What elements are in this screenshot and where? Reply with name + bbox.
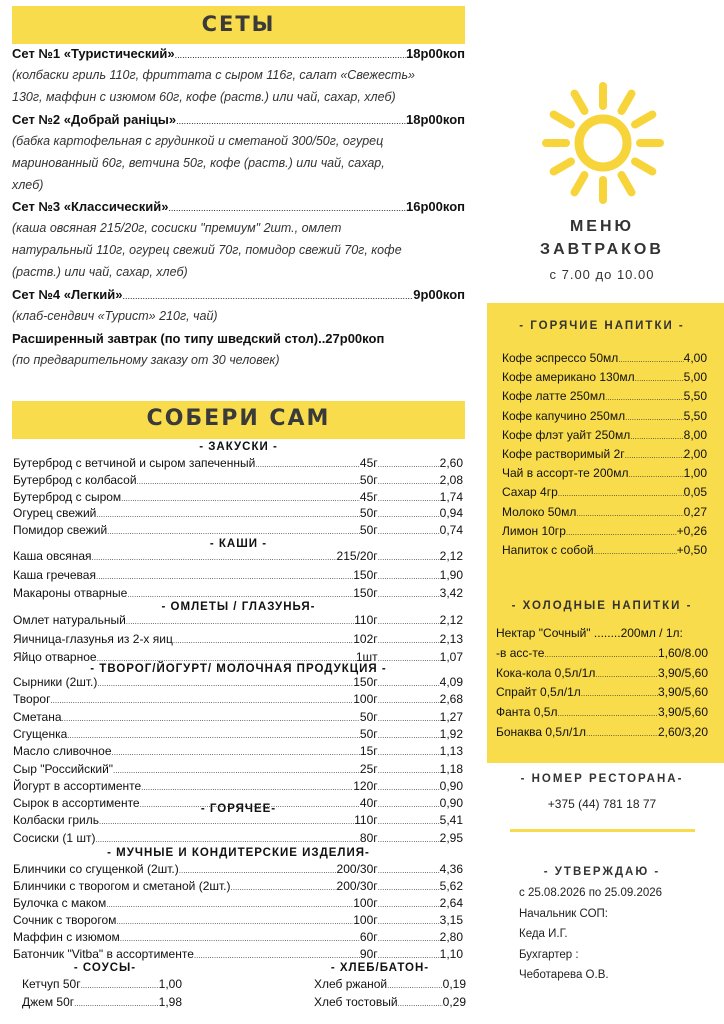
dots bbox=[62, 710, 360, 724]
dots bbox=[121, 490, 360, 504]
dots bbox=[378, 862, 440, 876]
dots bbox=[625, 447, 684, 461]
menu-hours: с 7.00 до 10.00 bbox=[549, 267, 655, 282]
drink-name: Молоко 50мл bbox=[502, 504, 577, 519]
item-price: 2,12 bbox=[439, 549, 463, 563]
dots bbox=[378, 813, 440, 827]
drink-name: Фанта 0,5л bbox=[496, 705, 558, 720]
item-name: Джем 50г bbox=[22, 995, 75, 1009]
category-title: - КАШИ - bbox=[209, 538, 268, 550]
dots bbox=[176, 112, 406, 127]
item-name: Яйцо отварное bbox=[13, 650, 97, 664]
item-name: Макароны отварные bbox=[13, 586, 128, 600]
dots bbox=[378, 727, 440, 741]
item-name: Сосиски (1 шт) bbox=[13, 830, 96, 845]
drink-price: +0,26 bbox=[676, 523, 707, 538]
dots bbox=[255, 456, 360, 470]
sun-ray bbox=[635, 162, 652, 172]
menu-item-row bbox=[13, 568, 463, 585]
hot-drink-row bbox=[502, 389, 707, 406]
menu-item-row bbox=[13, 879, 463, 896]
item-name: Сырок в ассортименте bbox=[13, 796, 140, 811]
dots bbox=[378, 473, 440, 487]
item-price: 0,74 bbox=[439, 523, 463, 538]
item-name: Хлеб тостовый bbox=[314, 995, 398, 1009]
set-price: 18р00коп bbox=[406, 46, 465, 61]
item-name: Каша овсяная bbox=[13, 549, 92, 563]
item-price: 2,95 bbox=[439, 830, 463, 845]
dots bbox=[96, 506, 360, 520]
menu-item-row bbox=[13, 762, 463, 779]
menu-item-row bbox=[13, 675, 463, 692]
item-price: 1,18 bbox=[439, 761, 463, 776]
bread-row bbox=[314, 977, 466, 994]
dots bbox=[378, 650, 440, 664]
set-desc: 130г, маффин с изюмом 60г, кофе (раств.) или чай, сахар, хлеб) bbox=[12, 90, 396, 104]
set-row bbox=[12, 287, 465, 302]
item-weight: 110г bbox=[354, 813, 378, 827]
item-weight: 40г bbox=[359, 796, 378, 811]
dots bbox=[194, 947, 360, 961]
hot-drink-row bbox=[502, 409, 707, 426]
item-name: Сырники (2шт.) bbox=[13, 675, 98, 689]
dots bbox=[378, 613, 440, 627]
dots bbox=[628, 466, 683, 480]
item-weight: 215/20г bbox=[336, 549, 378, 563]
item-price: 0,29 bbox=[442, 995, 466, 1009]
menu-title-line2: ЗАВТРАКОВ bbox=[540, 241, 664, 258]
menu-item-row bbox=[13, 862, 463, 879]
set-name: Сет №1 «Туристический» bbox=[12, 46, 175, 61]
item-weight: 50г bbox=[359, 523, 378, 538]
dots bbox=[378, 710, 440, 724]
approve-line: Бухгартер : bbox=[519, 948, 579, 961]
dots bbox=[99, 813, 354, 827]
drink-price: 2,60/3,20 bbox=[657, 725, 708, 739]
item-weight: 90г bbox=[359, 947, 378, 961]
custom-title: СОБЕРИ САМ bbox=[146, 406, 331, 431]
item-name: Каша гречевая bbox=[13, 567, 96, 582]
item-price: 4,09 bbox=[439, 675, 463, 689]
dots bbox=[595, 666, 658, 680]
set-row bbox=[12, 199, 465, 214]
drink-name: Кока-кола 0,5л/1л bbox=[496, 665, 596, 680]
item-price: 1,98 bbox=[158, 995, 182, 1009]
item-name: Сметана bbox=[13, 709, 62, 724]
dots bbox=[566, 524, 677, 538]
set-price: 9р00коп bbox=[413, 287, 465, 302]
drink-price: 3,90/5,60 bbox=[657, 665, 708, 680]
hot-drink-row bbox=[502, 505, 707, 522]
dots bbox=[96, 568, 353, 582]
item-weight: 150г bbox=[353, 586, 378, 600]
item-price: 0,94 bbox=[439, 506, 463, 521]
dots bbox=[97, 675, 353, 689]
item-name: Йогурт в ассортименте bbox=[13, 778, 142, 793]
dots bbox=[378, 947, 440, 961]
item-weight: 45г bbox=[359, 456, 378, 470]
sun-ray bbox=[575, 94, 585, 111]
item-name: Сыр "Российский" bbox=[13, 761, 114, 776]
dots bbox=[378, 490, 440, 504]
item-price: 0,19 bbox=[442, 977, 466, 991]
dots bbox=[378, 879, 440, 893]
drink-name: Сахар 4гр bbox=[502, 485, 558, 500]
dots bbox=[137, 473, 360, 487]
item-name: Сгущенка bbox=[13, 726, 68, 741]
drink-price: 0,27 bbox=[683, 504, 707, 519]
dots bbox=[97, 650, 356, 664]
menu-item-row bbox=[13, 490, 463, 507]
dots bbox=[378, 456, 440, 470]
dots bbox=[594, 543, 677, 557]
item-price: 2,12 bbox=[439, 613, 463, 627]
item-price: 1,74 bbox=[439, 489, 463, 504]
dots bbox=[127, 586, 353, 600]
dots bbox=[378, 896, 440, 910]
item-weight: 25г bbox=[359, 761, 378, 776]
dots bbox=[544, 646, 658, 660]
item-weight: 102г bbox=[353, 631, 378, 646]
item-weight: 60г bbox=[359, 930, 378, 944]
drink-price: 3,90/5,60 bbox=[657, 705, 708, 720]
dots bbox=[50, 692, 353, 706]
dots bbox=[378, 692, 440, 706]
set-row bbox=[12, 46, 465, 61]
item-name: Яичница-глазунья из 2-х яиц bbox=[13, 631, 173, 646]
extended-breakfast-desc: (по предварительному заказу от 30 человек) bbox=[12, 353, 280, 367]
cold-drinks-title: - ХОЛОДНЫЕ НАПИТКИ - bbox=[511, 600, 693, 612]
item-weight: 80г bbox=[359, 830, 378, 845]
category-title: - МУЧНЫЕ И КОНДИТЕРСКИЕ ИЗДЕЛИЯ- bbox=[107, 847, 370, 859]
cold-drink-row bbox=[496, 666, 708, 683]
hot-drink-row bbox=[502, 466, 707, 483]
hot-drink-row bbox=[502, 370, 707, 387]
dots bbox=[378, 523, 440, 537]
dots bbox=[112, 744, 360, 758]
set-desc: (каша овсяная 215/20г, сосиски "премиум" 2шт., омлет bbox=[12, 221, 342, 235]
drink-name: Бонаква 0,5л/1л bbox=[496, 725, 587, 739]
dots bbox=[175, 46, 406, 61]
approve-line: Чеботарева О.В. bbox=[519, 969, 609, 981]
hot-drinks-title: - ГОРЯЧИЕ НАПИТКИ - bbox=[519, 320, 685, 332]
cold-drink-row bbox=[496, 646, 708, 663]
dots bbox=[378, 930, 440, 944]
dots bbox=[625, 409, 684, 423]
set-price: 16р00коп bbox=[406, 199, 465, 214]
dots bbox=[74, 995, 159, 1009]
item-weight: 15г bbox=[359, 744, 378, 759]
item-name: Маффин с изюмом bbox=[13, 930, 120, 944]
item-price: 2,60 bbox=[439, 456, 463, 470]
drink-name: -в асс-те bbox=[496, 645, 545, 660]
dots bbox=[120, 930, 360, 944]
sets-title: СЕТЫ bbox=[201, 12, 276, 36]
drink-name: Нектар "Сочный" ........200мл / 1л: bbox=[496, 626, 683, 640]
dots bbox=[398, 995, 443, 1009]
item-price: 2,08 bbox=[439, 472, 463, 487]
restaurant-phone: +375 (44) 781 18 77 bbox=[547, 797, 657, 811]
hot-drink-row bbox=[502, 524, 707, 541]
drink-name: Напиток с собой bbox=[502, 543, 594, 557]
drink-name: Кофе латте 250мл bbox=[502, 389, 606, 404]
menu-item-row bbox=[13, 456, 463, 473]
approve-line: с 25.08.2026 по 25.09.2026 bbox=[519, 887, 663, 899]
cold-drink-row bbox=[496, 685, 708, 702]
dots bbox=[168, 199, 406, 214]
bread-title: - ХЛЕБ/БАТОН- bbox=[330, 962, 430, 974]
sun-ray bbox=[622, 175, 632, 192]
item-weight: 45г bbox=[359, 489, 378, 504]
drink-name: Кофе капучино 250мл bbox=[502, 408, 626, 423]
hot-drink-row bbox=[502, 428, 707, 445]
dots bbox=[116, 913, 353, 927]
dots bbox=[378, 831, 440, 845]
dots bbox=[558, 485, 684, 499]
item-price: 1,27 bbox=[439, 709, 463, 724]
bread-row bbox=[314, 995, 466, 1012]
dots bbox=[630, 428, 683, 442]
set-name: Сет №3 «Классический» bbox=[12, 199, 169, 214]
dots bbox=[635, 370, 684, 384]
item-price: 2,13 bbox=[439, 631, 463, 646]
set-desc: (раств.) или чай, сахар, хлеб) bbox=[12, 265, 188, 279]
dots bbox=[378, 913, 440, 927]
set-desc: маринованный 60г, ветчина 50г, кофе (раств.) или чай, сахар, bbox=[12, 156, 385, 170]
menu-item-row bbox=[13, 831, 463, 848]
item-weight: 50г bbox=[359, 506, 378, 521]
menu-item-row bbox=[13, 896, 463, 913]
menu-item-row bbox=[13, 779, 463, 796]
dots bbox=[106, 896, 353, 910]
drink-price: 2,00 bbox=[683, 447, 707, 461]
item-name: Бутерброд с колбасой bbox=[13, 472, 137, 487]
dots bbox=[378, 632, 440, 646]
dots bbox=[586, 725, 658, 739]
item-weight: 110г bbox=[354, 613, 378, 627]
item-name: Огурец свежий bbox=[13, 506, 97, 521]
menu-item-row bbox=[13, 813, 463, 830]
item-price: 1,92 bbox=[439, 726, 463, 741]
dots bbox=[126, 613, 354, 627]
sauces-title: - СОУСЫ- bbox=[73, 962, 137, 974]
item-price: 3,15 bbox=[439, 913, 463, 927]
dots bbox=[173, 632, 353, 646]
dots bbox=[92, 549, 337, 563]
item-weight: 150г bbox=[353, 675, 378, 689]
drink-price: 1,00 bbox=[683, 466, 707, 481]
item-price: 2,68 bbox=[439, 692, 463, 707]
menu-item-row bbox=[13, 930, 463, 947]
item-weight: 100г bbox=[353, 896, 378, 910]
item-name: Блинчики со сгущенкой (2шт.) bbox=[13, 862, 179, 876]
item-weight: 120г bbox=[353, 778, 378, 793]
approve-line: Кеда И.Г. bbox=[519, 928, 568, 940]
dots bbox=[605, 389, 684, 403]
drink-name: Лимон 10гр bbox=[502, 523, 566, 538]
set-row bbox=[12, 112, 465, 127]
item-name: Омлет натуральный bbox=[13, 613, 126, 627]
set-name: Сет №2 «Добрай раніцы» bbox=[12, 112, 177, 127]
cold-drink-row bbox=[496, 725, 708, 742]
item-name: Масло сливочное bbox=[13, 744, 112, 759]
menu-item-row bbox=[13, 549, 463, 566]
item-price: 0,90 bbox=[439, 778, 463, 793]
approve-title: - УТВЕРЖДАЮ - bbox=[543, 866, 661, 878]
dots bbox=[378, 549, 440, 563]
dots bbox=[581, 685, 658, 699]
item-weight: 50г bbox=[359, 709, 378, 724]
item-price: 4,36 bbox=[439, 862, 463, 876]
cold-drink-row bbox=[496, 626, 708, 643]
item-name: Булочка с маком bbox=[13, 896, 107, 910]
set-desc: (бабка картофельная с грудинкой и сметаной 300/50г, огурец bbox=[12, 134, 384, 148]
item-price: 1,13 bbox=[439, 744, 463, 759]
hot-drink-row bbox=[502, 447, 707, 464]
cold-drink-row bbox=[496, 705, 708, 722]
menu-item-row bbox=[13, 632, 463, 649]
item-name: Бутерброд с ветчиной и сыром запеченный bbox=[13, 456, 256, 470]
sun-ray bbox=[622, 94, 632, 111]
dots bbox=[378, 506, 440, 520]
dots bbox=[387, 977, 443, 991]
dots bbox=[179, 862, 337, 876]
item-price: 1,07 bbox=[439, 650, 463, 664]
menu-item-row bbox=[13, 913, 463, 930]
dots bbox=[618, 351, 683, 365]
item-price: 1,90 bbox=[439, 567, 463, 582]
drink-price: 1,60/8.00 bbox=[657, 645, 708, 660]
set-desc: (колбаски гриль 110г, фриттата с сыром 116г, салат «Свежесть» bbox=[12, 68, 415, 82]
drink-price: 5,50 bbox=[683, 389, 707, 404]
item-price: 2,64 bbox=[439, 896, 463, 910]
drink-price: 0,05 bbox=[683, 485, 707, 500]
item-price: 1,00 bbox=[158, 977, 182, 991]
hot-drink-row bbox=[502, 485, 707, 502]
dots bbox=[557, 705, 657, 719]
item-weight: 100г bbox=[353, 692, 378, 707]
item-name: Помидор свежий bbox=[13, 523, 108, 538]
menu-item-row bbox=[13, 613, 463, 630]
item-name: Бутерброд с сыром bbox=[13, 489, 122, 504]
item-name: Кетчуп 50г bbox=[22, 977, 81, 991]
dots bbox=[122, 287, 413, 302]
item-price: 1,10 bbox=[439, 947, 463, 961]
dots bbox=[378, 568, 440, 582]
drink-price: 8,00 bbox=[683, 427, 707, 442]
item-weight: 50г bbox=[359, 472, 378, 487]
item-name: Колбаски гриль bbox=[13, 813, 99, 827]
item-price: 5,41 bbox=[439, 813, 463, 827]
dots bbox=[378, 675, 440, 689]
hot-drink-row bbox=[502, 351, 707, 368]
dots bbox=[378, 779, 440, 793]
drink-name: Спрайт 0,5л/1л bbox=[496, 685, 581, 700]
restaurant-title: - НОМЕР РЕСТОРАНА- bbox=[520, 773, 684, 785]
dots bbox=[231, 879, 337, 893]
sun-ray bbox=[554, 115, 571, 125]
set-desc: натуральный 110г, огурец свежий 70г, помидор свежий 70г, кофе bbox=[12, 243, 402, 257]
set-price: 18р00коп bbox=[406, 112, 465, 127]
set-name: Сет №4 «Легкий» bbox=[12, 287, 123, 302]
dots bbox=[113, 762, 360, 776]
item-name: Блинчики с творогом и сметаной (2шт.) bbox=[13, 879, 231, 893]
sun-ray bbox=[575, 175, 585, 192]
item-name: Батончик "Vitba" в ассортименте bbox=[13, 947, 194, 961]
item-price: 0,90 bbox=[439, 796, 463, 811]
dots bbox=[378, 586, 440, 600]
item-weight: 200/30г bbox=[336, 879, 378, 893]
item-weight: 50г bbox=[359, 726, 378, 741]
menu-title-line1: МЕНЮ bbox=[569, 218, 635, 235]
hot-drink-row bbox=[502, 543, 707, 560]
item-price: 2,80 bbox=[439, 930, 463, 944]
drink-price: 3,90/5,60 bbox=[657, 685, 708, 700]
drink-name: Кофе эспрессо 50мл bbox=[502, 351, 619, 365]
menu-item-row bbox=[13, 727, 463, 744]
menu-item-row bbox=[13, 473, 463, 490]
set-desc: хлеб) bbox=[12, 178, 44, 192]
dots bbox=[378, 762, 440, 776]
divider bbox=[510, 829, 695, 832]
sauce-row bbox=[22, 977, 182, 994]
item-weight: 100г bbox=[353, 913, 378, 927]
dots bbox=[378, 744, 440, 758]
dots bbox=[95, 831, 359, 845]
item-price: 5,62 bbox=[439, 879, 463, 893]
set-desc: (клаб-сендвич «Турист» 210г, чай) bbox=[12, 309, 218, 323]
category-title: - ГОРЯЧЕЕ- bbox=[200, 803, 277, 815]
menu-item-row bbox=[13, 506, 463, 523]
drink-name: Чай в ассорт-те 200мл bbox=[502, 466, 629, 481]
sun-icon bbox=[538, 78, 668, 208]
dots bbox=[67, 727, 360, 741]
category-title: - ТВОРОГ/ЙОГУРТ/ МОЛОЧНАЯ ПРОДУКЦИЯ - bbox=[90, 663, 387, 675]
item-price: 3,42 bbox=[439, 586, 463, 600]
sun-ray bbox=[635, 115, 652, 125]
drink-price: 5,50 bbox=[683, 408, 707, 423]
dots bbox=[141, 779, 353, 793]
approve-line: Начальник СОП: bbox=[519, 907, 608, 920]
item-name: Хлеб ржаной bbox=[314, 977, 388, 991]
dots bbox=[81, 977, 159, 991]
category-title: - ЗАКУСКИ - bbox=[199, 441, 278, 453]
menu-item-row bbox=[13, 744, 463, 761]
drink-price: 5,00 bbox=[683, 370, 707, 385]
menu-item-row bbox=[13, 710, 463, 727]
drink-price: +0,50 bbox=[676, 543, 707, 557]
item-name: Творог bbox=[13, 692, 51, 707]
drink-name: Кофе растворимый 2г bbox=[502, 447, 625, 461]
item-weight: 200/30г bbox=[336, 862, 378, 876]
item-name: Сочник с творогом bbox=[13, 913, 117, 927]
drink-name: Кофе флэт уайт 250мл bbox=[502, 427, 631, 442]
dots bbox=[107, 523, 360, 537]
drink-name: Кофе американо 130мл bbox=[502, 370, 635, 385]
menu-item-row bbox=[13, 692, 463, 709]
sun-ray bbox=[554, 162, 571, 172]
category-title: - ОМЛЕТЫ / ГЛАЗУНЬЯ- bbox=[161, 601, 316, 613]
item-weight: 1шт bbox=[355, 650, 378, 664]
dots bbox=[576, 505, 683, 519]
drink-price: 4,00 bbox=[683, 351, 707, 365]
sauce-row bbox=[22, 995, 182, 1012]
item-weight: 150г bbox=[353, 567, 378, 582]
extended-breakfast: Расширенный завтрак (по типу шведский стол)..27р00коп bbox=[12, 331, 385, 346]
